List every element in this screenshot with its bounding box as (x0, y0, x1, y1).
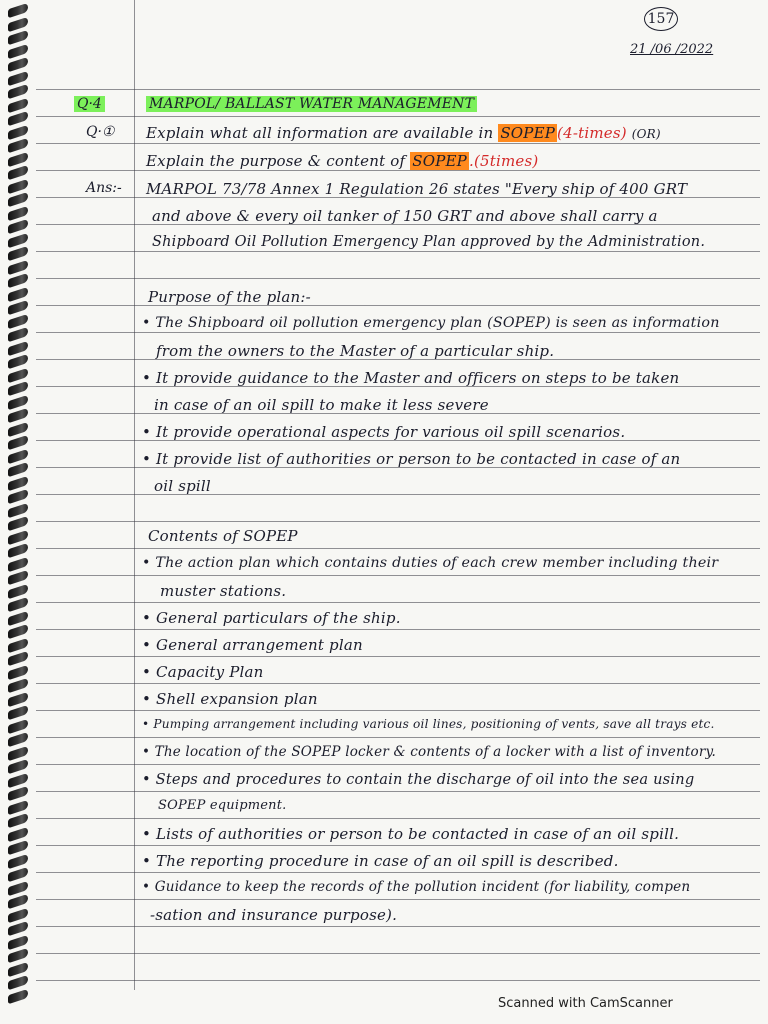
ruled-line (36, 818, 760, 819)
purpose-line: oil spill (154, 477, 211, 495)
spiral-coil (8, 151, 28, 166)
contents-line: • Shell expansion plan (142, 690, 318, 708)
spiral-coil (8, 300, 28, 315)
ruled-line (36, 683, 760, 684)
margin-line (134, 0, 135, 990)
answer-label: Ans:- (86, 180, 122, 196)
spiral-coil (8, 219, 28, 234)
question-line-1: Explain what all information are available in SOPEP (4-times) (OR) (146, 124, 661, 142)
ruled-line (36, 899, 760, 900)
purpose-line: from the owners to the Master of a particular ship. (156, 342, 555, 360)
spiral-coil (8, 867, 28, 882)
spiral-coil (8, 435, 28, 450)
purpose-line: • It provide guidance to the Master and officers on steps to be taken (142, 369, 680, 387)
spiral-coil (8, 259, 28, 274)
spiral-coil (8, 313, 28, 328)
spiral-coil (8, 732, 28, 747)
spiral-coil (8, 678, 28, 693)
spiral-coil (8, 16, 28, 31)
spiral-coil (8, 165, 28, 180)
spiral-coil (8, 232, 28, 247)
spiral-coil (8, 745, 28, 760)
spiral-coil (8, 948, 28, 963)
spiral-coil (8, 57, 28, 72)
spiral-coil (8, 367, 28, 382)
contents-line: SOPEP equipment. (158, 798, 287, 813)
question-label: Q·① (86, 124, 115, 140)
spiral-coil (8, 826, 28, 841)
spiral-coil (8, 556, 28, 571)
purpose-line: • The Shipboard oil pollution emergency plan (SOPEP) is seen as information (142, 315, 720, 331)
ruled-line (36, 980, 760, 981)
spiral-coil (8, 43, 28, 58)
ruled-line (36, 548, 760, 549)
contents-line: • General particulars of the ship. (142, 609, 401, 627)
ruled-line (36, 926, 760, 927)
spiral-coil (8, 880, 28, 895)
ruled-line (36, 872, 760, 873)
ruled-line (36, 305, 760, 306)
spiral-coil (8, 664, 28, 679)
spiral-coil (8, 138, 28, 153)
answer-line-2: and above & every oil tanker of 150 GRT and above shall carry a (152, 207, 658, 225)
ruled-line (36, 791, 760, 792)
spiral-coil (8, 988, 28, 1003)
answer-line-1: MARPOL 73/78 Annex 1 Regulation 26 states "Every ship of 400 GRT (146, 180, 688, 198)
spiral-coil (8, 192, 28, 207)
spiral-coil (8, 529, 28, 544)
contents-heading: Contents of SOPEP (148, 527, 298, 545)
spiral-coil (8, 651, 28, 666)
spiral-coil (8, 246, 28, 261)
ruled-line (36, 575, 760, 576)
ruled-line (36, 737, 760, 738)
contents-line: • Guidance to keep the records of the pollution incident (for liability, compen (142, 879, 691, 895)
spiral-coil (8, 840, 28, 855)
spiral-coil (8, 772, 28, 787)
answer-line-3: Shipboard Oil Pollution Emergency Plan approved by the Administration. (152, 234, 706, 250)
spiral-coil (8, 624, 28, 639)
spiral-coil (8, 381, 28, 396)
spiral-coil (8, 286, 28, 301)
spiral-coil (8, 975, 28, 990)
spiral-coil (8, 691, 28, 706)
contents-line: • The location of the SOPEP locker & contents of a locker with a list of inventory. (142, 744, 717, 760)
ruled-line (36, 251, 760, 252)
spiral-coil (8, 475, 28, 490)
ruled-line (36, 278, 760, 279)
spiral-coil (8, 340, 28, 355)
ruled-line (36, 710, 760, 711)
purpose-line: in case of an oil spill to make it less severe (154, 396, 489, 414)
purpose-line: • It provide list of authorities or person to be contacted in case of an (142, 450, 681, 468)
spiral-coil (8, 408, 28, 423)
spiral-coil (8, 205, 28, 220)
ruled-line (36, 656, 760, 657)
spiral-coil (8, 934, 28, 949)
spiral-coil (8, 759, 28, 774)
ruled-line (36, 764, 760, 765)
spiral-coil (8, 786, 28, 801)
spiral-coil (8, 718, 28, 733)
contents-line: • Capacity Plan (142, 663, 264, 681)
spiral-coil (8, 97, 28, 112)
contents-line: • The reporting procedure in case of an oil spill is described. (142, 852, 619, 870)
ruled-line (36, 602, 760, 603)
topic-title: MARPOL/ BALLAST WATER MANAGEMENT (146, 96, 477, 112)
ruled-line (36, 953, 760, 954)
spiral-coil (8, 813, 28, 828)
contents-line: • Pumping arrangement including various oil lines, positioning of vents, save all trays etc. (142, 717, 715, 731)
spiral-coil (8, 178, 28, 193)
question-line-2: Explain the purpose & content of SOPEP .(5times) (146, 152, 539, 170)
spiral-coil (8, 502, 28, 517)
purpose-line: • It provide operational aspects for various oil spill scenarios. (142, 423, 626, 441)
spiral-coil (8, 30, 28, 45)
spiral-coil (8, 637, 28, 652)
ruled-line (36, 332, 760, 333)
contents-line: • General arrangement plan (142, 636, 363, 654)
spiral-coil (8, 448, 28, 463)
spiral-coil (8, 516, 28, 531)
spiral-coil (8, 705, 28, 720)
ruled-line (36, 116, 760, 117)
ruled-line (36, 170, 760, 171)
spiral-coil (8, 610, 28, 625)
spiral-coil (8, 394, 28, 409)
spiral-coil (8, 84, 28, 99)
contents-line: • The action plan which contains duties of each crew member including their (142, 555, 719, 571)
scanner-watermark: Scanned with CamScanner (498, 996, 673, 1011)
spiral-coil (8, 853, 28, 868)
spiral-coil (8, 273, 28, 288)
ruled-line (36, 89, 760, 90)
spiral-coil (8, 570, 28, 585)
spiral-coil (8, 462, 28, 477)
spiral-coil (8, 421, 28, 436)
spiral-coil (8, 111, 28, 126)
contents-line: muster stations. (160, 582, 287, 600)
spiral-coil (8, 921, 28, 936)
contents-line: • Lists of authorities or person to be contacted in case of an oil spill. (142, 825, 680, 843)
spiral-coil (8, 894, 28, 909)
spiral-coil (8, 583, 28, 598)
contents-line: • Steps and procedures to contain the discharge of oil into the sea using (142, 771, 695, 788)
ruled-line (36, 629, 760, 630)
spiral-binding (0, 0, 34, 1000)
spiral-coil (8, 961, 28, 976)
spiral-coil (8, 597, 28, 612)
date: 21 /06 /2022 (630, 42, 714, 57)
spiral-coil (8, 354, 28, 369)
ruled-line (36, 521, 760, 522)
spiral-coil (8, 799, 28, 814)
spiral-coil (8, 489, 28, 504)
topic-label: Q·4 (74, 96, 105, 112)
spiral-coil (8, 543, 28, 558)
ruled-line (36, 143, 760, 144)
page-number: 157 (644, 7, 678, 31)
ruled-line (36, 494, 760, 495)
spiral-coil (8, 124, 28, 139)
ruled-line (36, 845, 760, 846)
spiral-coil (8, 3, 28, 18)
spiral-coil (8, 70, 28, 85)
contents-line: -sation and insurance purpose). (150, 906, 398, 924)
spiral-coil (8, 907, 28, 922)
purpose-heading: Purpose of the plan:- (148, 288, 311, 306)
spiral-coil (8, 327, 28, 342)
